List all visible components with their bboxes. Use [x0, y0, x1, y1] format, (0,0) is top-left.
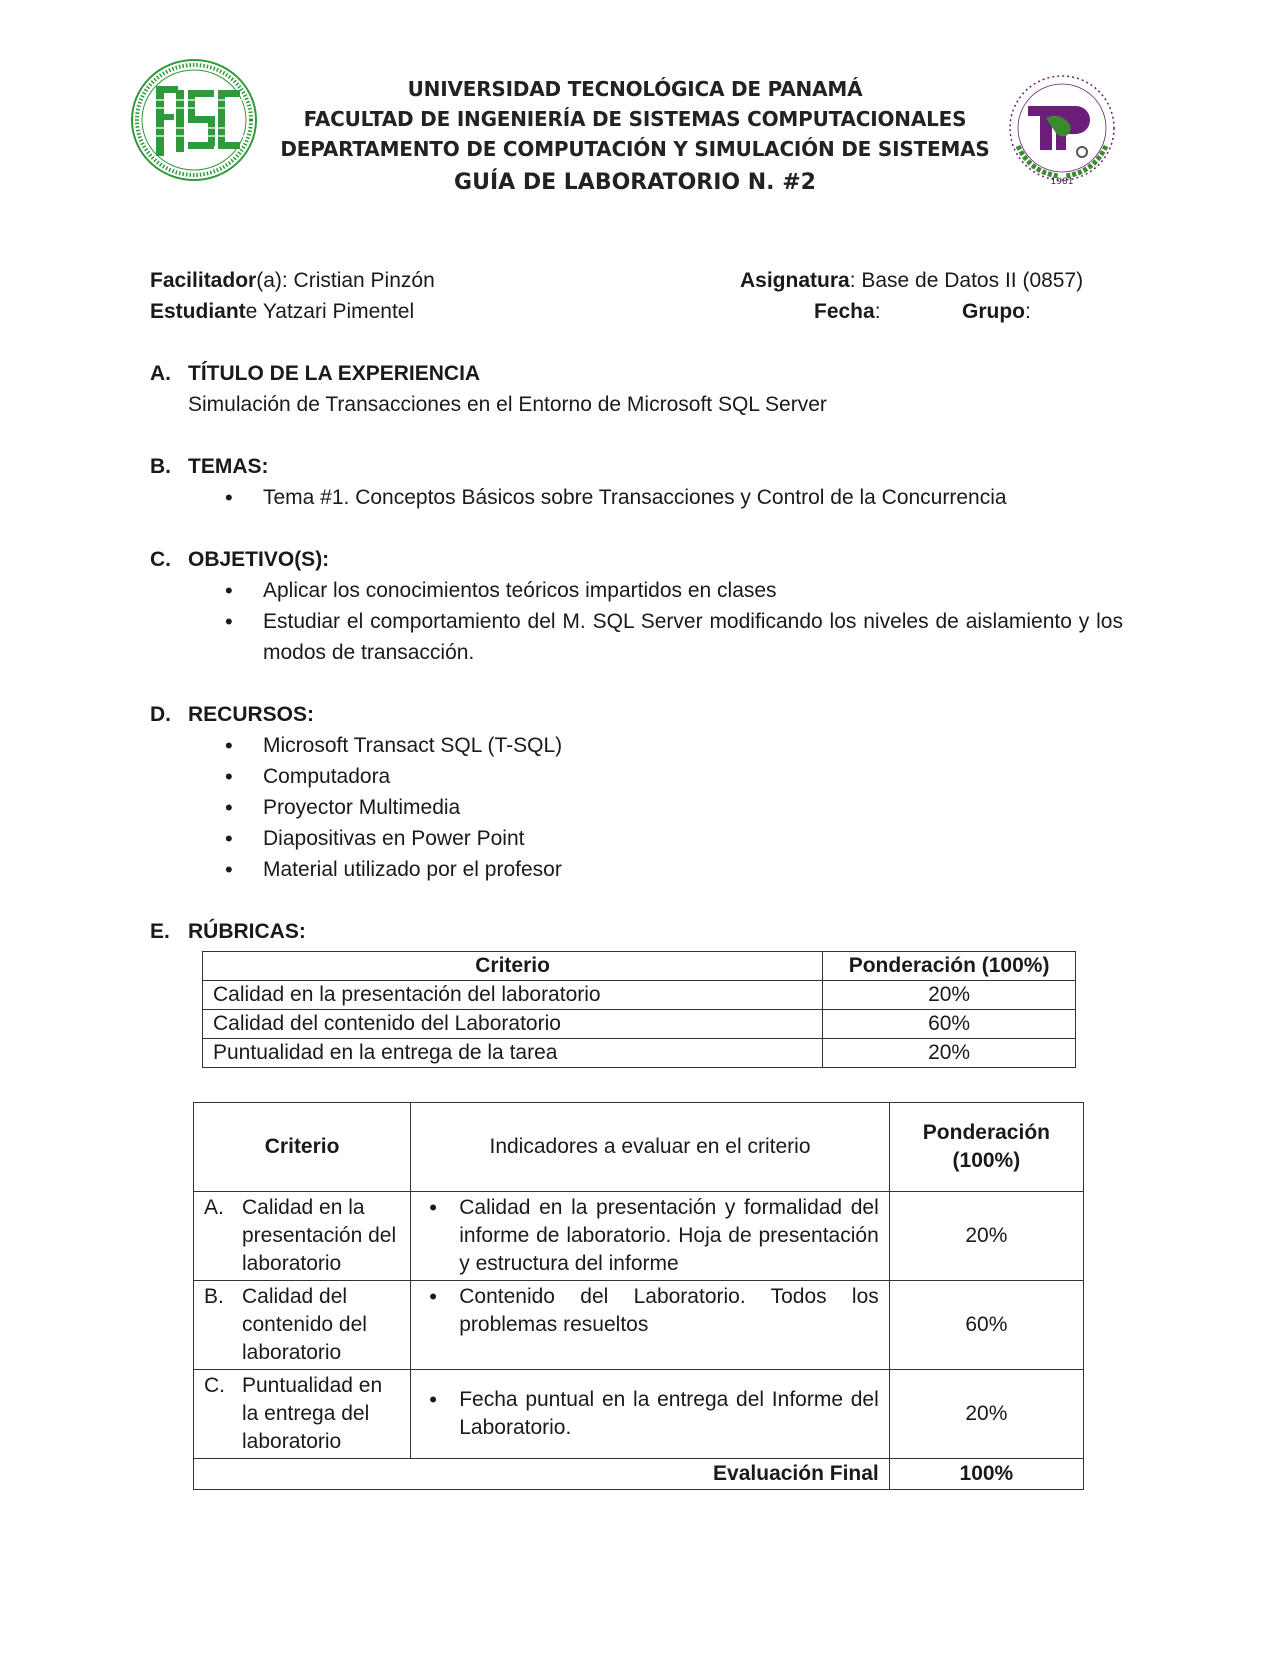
estudiante-value: Yatzari Pimentel: [257, 300, 415, 323]
section-a-title: TÍTULO DE LA EXPERIENCIA: [188, 362, 481, 385]
table-header-row: [203, 952, 1076, 981]
section-a: [150, 358, 1130, 420]
header-faculty: FACULTAD DE INGENIERÍA DE SISTEMAS COMPUTACIONALES: [303, 107, 967, 131]
bullet-icon: •: [429, 1387, 437, 1412]
column-header-indicadores: Indicadores a evaluar en el criterio: [411, 1103, 890, 1192]
rubric-summary-table: [202, 951, 1076, 1068]
header-department: DEPARTAMENTO DE COMPUTACIÓN Y SIMULACIÓN DE SISTEMAS: [280, 137, 990, 161]
header-guide-title: GUÍA DE LABORATORIO N. #2: [454, 170, 816, 195]
row-ponderacion: 20%: [889, 1192, 1083, 1281]
fisc-logo: [128, 56, 260, 184]
table-header-row: [194, 1103, 1084, 1192]
row-ponderacion: 20%: [889, 1370, 1083, 1459]
section-d-title: RECURSOS:: [188, 703, 315, 726]
final-value: 100%: [889, 1459, 1083, 1490]
table-row: [203, 981, 1076, 1010]
list-item: • Proyector Multimedia: [263, 792, 1123, 823]
table-row: [194, 1281, 1084, 1370]
asignatura-label: Asignatura: [740, 269, 850, 292]
table-cell: Puntualidad en la entrega de la tarea: [203, 1039, 823, 1068]
fecha-label: Fecha: [814, 300, 875, 323]
row-letter: A.: [204, 1196, 224, 1219]
final-label: Evaluación Final: [194, 1459, 890, 1490]
section-a-text: Simulación de Transacciones en el Entorno de Microsoft SQL Server: [188, 393, 827, 416]
table-row: [194, 1370, 1084, 1459]
utp-logo-year: 1981: [1050, 177, 1074, 187]
facilitador-value: (a): Cristian Pinzón: [256, 269, 435, 292]
table-cell: Calidad en la presentación del laboratorio: [203, 981, 823, 1010]
section-c-title: OBJETIVO(S):: [188, 548, 330, 571]
section-b-title: TEMAS:: [188, 455, 269, 478]
facilitador-label: Facilitador: [150, 269, 257, 292]
bullet-icon: •: [429, 1195, 437, 1220]
rubric-detail-table: [193, 1102, 1084, 1490]
row-criterio: Calidad del contenido del laboratorio: [242, 1285, 367, 1364]
table-cell: 60%: [823, 1010, 1076, 1039]
column-header-criterio: Criterio: [203, 952, 823, 981]
table-cell: Calidad del contenido del Laboratorio: [203, 1010, 823, 1039]
section-e-letter: E.: [150, 920, 170, 943]
row-indicador: Fecha puntual en la entrega del Informe del Laboratorio.: [459, 1388, 879, 1439]
fecha-value: :: [874, 300, 881, 323]
list-item: • Estudiar el comportamiento del M. SQL Server modificando los niveles de aislamiento y los modos de transacción.: [263, 606, 1123, 668]
section-c-letter: C.: [150, 548, 171, 571]
header-university: UNIVERSIDAD TECNOLÓGICA DE PANAMÁ: [407, 77, 863, 101]
row-letter: C.: [204, 1374, 225, 1397]
row-ponderacion: 60%: [889, 1281, 1083, 1370]
grupo-line: [962, 296, 1031, 327]
row-criterio: Puntualidad en la entrega del laboratorio: [242, 1374, 383, 1453]
column-header-ponderacion: Ponderación (100%): [823, 952, 1076, 981]
list-item: • Diapositivas en Power Point: [263, 823, 1123, 854]
table-cell: 20%: [823, 1039, 1076, 1068]
row-indicador: Contenido del Laboratorio. Todos los problemas resueltos: [459, 1285, 879, 1336]
list-item: • Tema #1. Conceptos Básicos sobre Transacciones y Control de la Concurrencia: [263, 482, 1143, 513]
row-letter: B.: [204, 1285, 224, 1308]
grupo-label: Grupo: [962, 300, 1025, 323]
section-a-letter: A.: [150, 362, 171, 385]
column-header-ponderacion: Ponderación (100%): [889, 1103, 1083, 1192]
facilitador-line: [150, 265, 435, 296]
section-c: [150, 544, 1130, 668]
table-cell: 20%: [823, 981, 1076, 1010]
list-item: • Aplicar los conocimientos teóricos impartidos en clases: [263, 575, 1123, 606]
table-row: [203, 1010, 1076, 1039]
fecha-line: [814, 296, 881, 327]
section-b: [150, 451, 1130, 513]
column-header-criterio: Criterio: [194, 1103, 411, 1192]
estudiante-label: Estudiant: [150, 300, 246, 323]
section-e-title: RÚBRICAS:: [188, 920, 306, 943]
section-d-letter: D.: [150, 703, 171, 726]
estudiante-line: [150, 296, 414, 327]
section-e: [150, 916, 1130, 947]
asignatura-line: [740, 265, 1083, 296]
table-total-row: [194, 1459, 1084, 1490]
estudiante-label-end: e: [245, 300, 258, 323]
row-indicador: Calidad en la presentación y formalidad del informe de laboratorio. Hoja de presentación y estructura del informe: [459, 1196, 879, 1275]
list-item: • Microsoft Transact SQL (T-SQL): [263, 730, 1123, 761]
table-row: [194, 1192, 1084, 1281]
row-criterio: Calidad en la presentación del laboratorio: [242, 1196, 397, 1275]
bullet-icon: •: [429, 1284, 437, 1309]
list-item: • Computadora: [263, 761, 1123, 792]
list-item: • Material utilizado por el profesor: [263, 854, 1123, 885]
section-d: [150, 699, 1130, 885]
grupo-value: :: [1025, 300, 1031, 323]
table-row: [203, 1039, 1076, 1068]
asignatura-value: : Base de Datos II (0857): [849, 269, 1084, 292]
utp-logo: [1000, 68, 1124, 192]
document-header: [270, 74, 1000, 200]
section-b-letter: B.: [150, 455, 171, 478]
